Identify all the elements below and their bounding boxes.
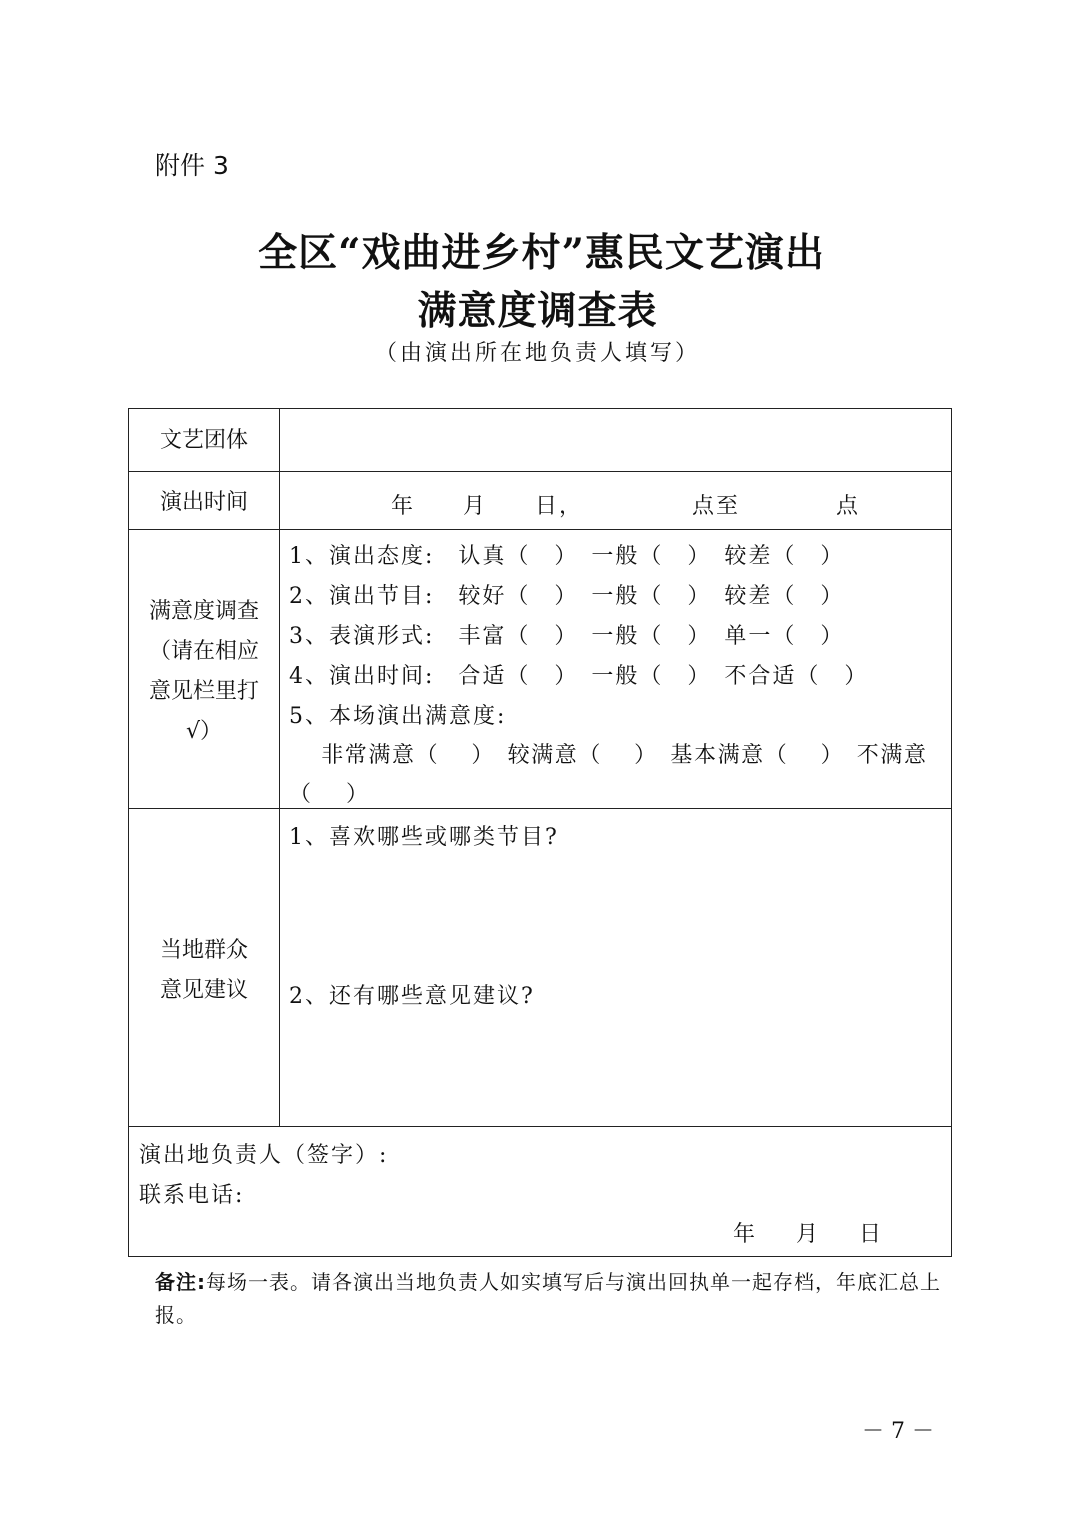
survey-form-table: [128, 408, 952, 1257]
row-divider: [129, 808, 951, 809]
page-number: － 7 －: [862, 1419, 934, 1444]
survey-overall-options[interactable]: 非常满意（ ） 较满意（ ） 基本满意（ ） 不满意: [289, 743, 928, 768]
troupe-field[interactable]: [281, 411, 951, 469]
opinion-question-2: 2、还有哪些意见建议?: [289, 984, 535, 1009]
form-title-line2: 满意度调查表: [417, 288, 658, 334]
survey-overall-options-cont[interactable]: （ ）: [289, 782, 370, 807]
survey-label-2: （请在相应: [148, 639, 259, 664]
phone-label[interactable]: 联系电话:: [139, 1183, 245, 1208]
row-divider: [129, 1126, 951, 1127]
column-divider: [279, 409, 280, 1126]
performance-time-field[interactable]: 年 月 日， 点至 点: [391, 494, 861, 519]
form-title-line1: 全区“戏曲进乡村”惠民文艺演出: [258, 230, 825, 276]
survey-item-attitude[interactable]: 1、演出态度: 认真（ ） 一般（ ） 较差（ ）: [289, 544, 845, 569]
performance-time-label: 演出时间: [159, 490, 248, 515]
remark-prefix: 备注:: [155, 1270, 206, 1294]
survey-label-3: 意见栏里打: [148, 679, 259, 704]
survey-item-time[interactable]: 4、演出时间: 合适（ ） 一般（ ） 不合适（ ）: [289, 664, 869, 689]
form-subtitle: （由演出所在地负责人填写）: [374, 341, 700, 366]
opinion-question-1: 1、喜欢哪些或哪类节目?: [289, 825, 559, 850]
attachment-label: 附件 3: [155, 151, 229, 180]
survey-label-1: 满意度调查: [148, 599, 259, 624]
row-divider: [129, 529, 951, 530]
survey-item-form[interactable]: 3、表演形式: 丰富（ ） 一般（ ） 单一（ ）: [289, 624, 845, 649]
survey-item-program[interactable]: 2、演出节目: 较好（ ） 一般（ ） 较差（ ）: [289, 584, 845, 609]
survey-item-overall: 5、本场演出满意度:: [289, 704, 507, 729]
survey-label-4: √）: [185, 719, 223, 744]
sign-date[interactable]: 年 月 日: [733, 1222, 885, 1247]
row-divider: [129, 471, 951, 472]
opinion-label-1: 当地群众: [159, 938, 248, 963]
opinion-label-2: 意见建议: [159, 978, 248, 1003]
remark-text: 每场一表。请各演出当地负责人如实填写后与演出回执单一起存档，年底汇总上报。: [155, 1270, 941, 1327]
troupe-label: 文艺团体: [159, 428, 248, 453]
signature-label[interactable]: 演出地负责人（签字）:: [139, 1143, 389, 1168]
remark-note: [155, 1266, 945, 1332]
